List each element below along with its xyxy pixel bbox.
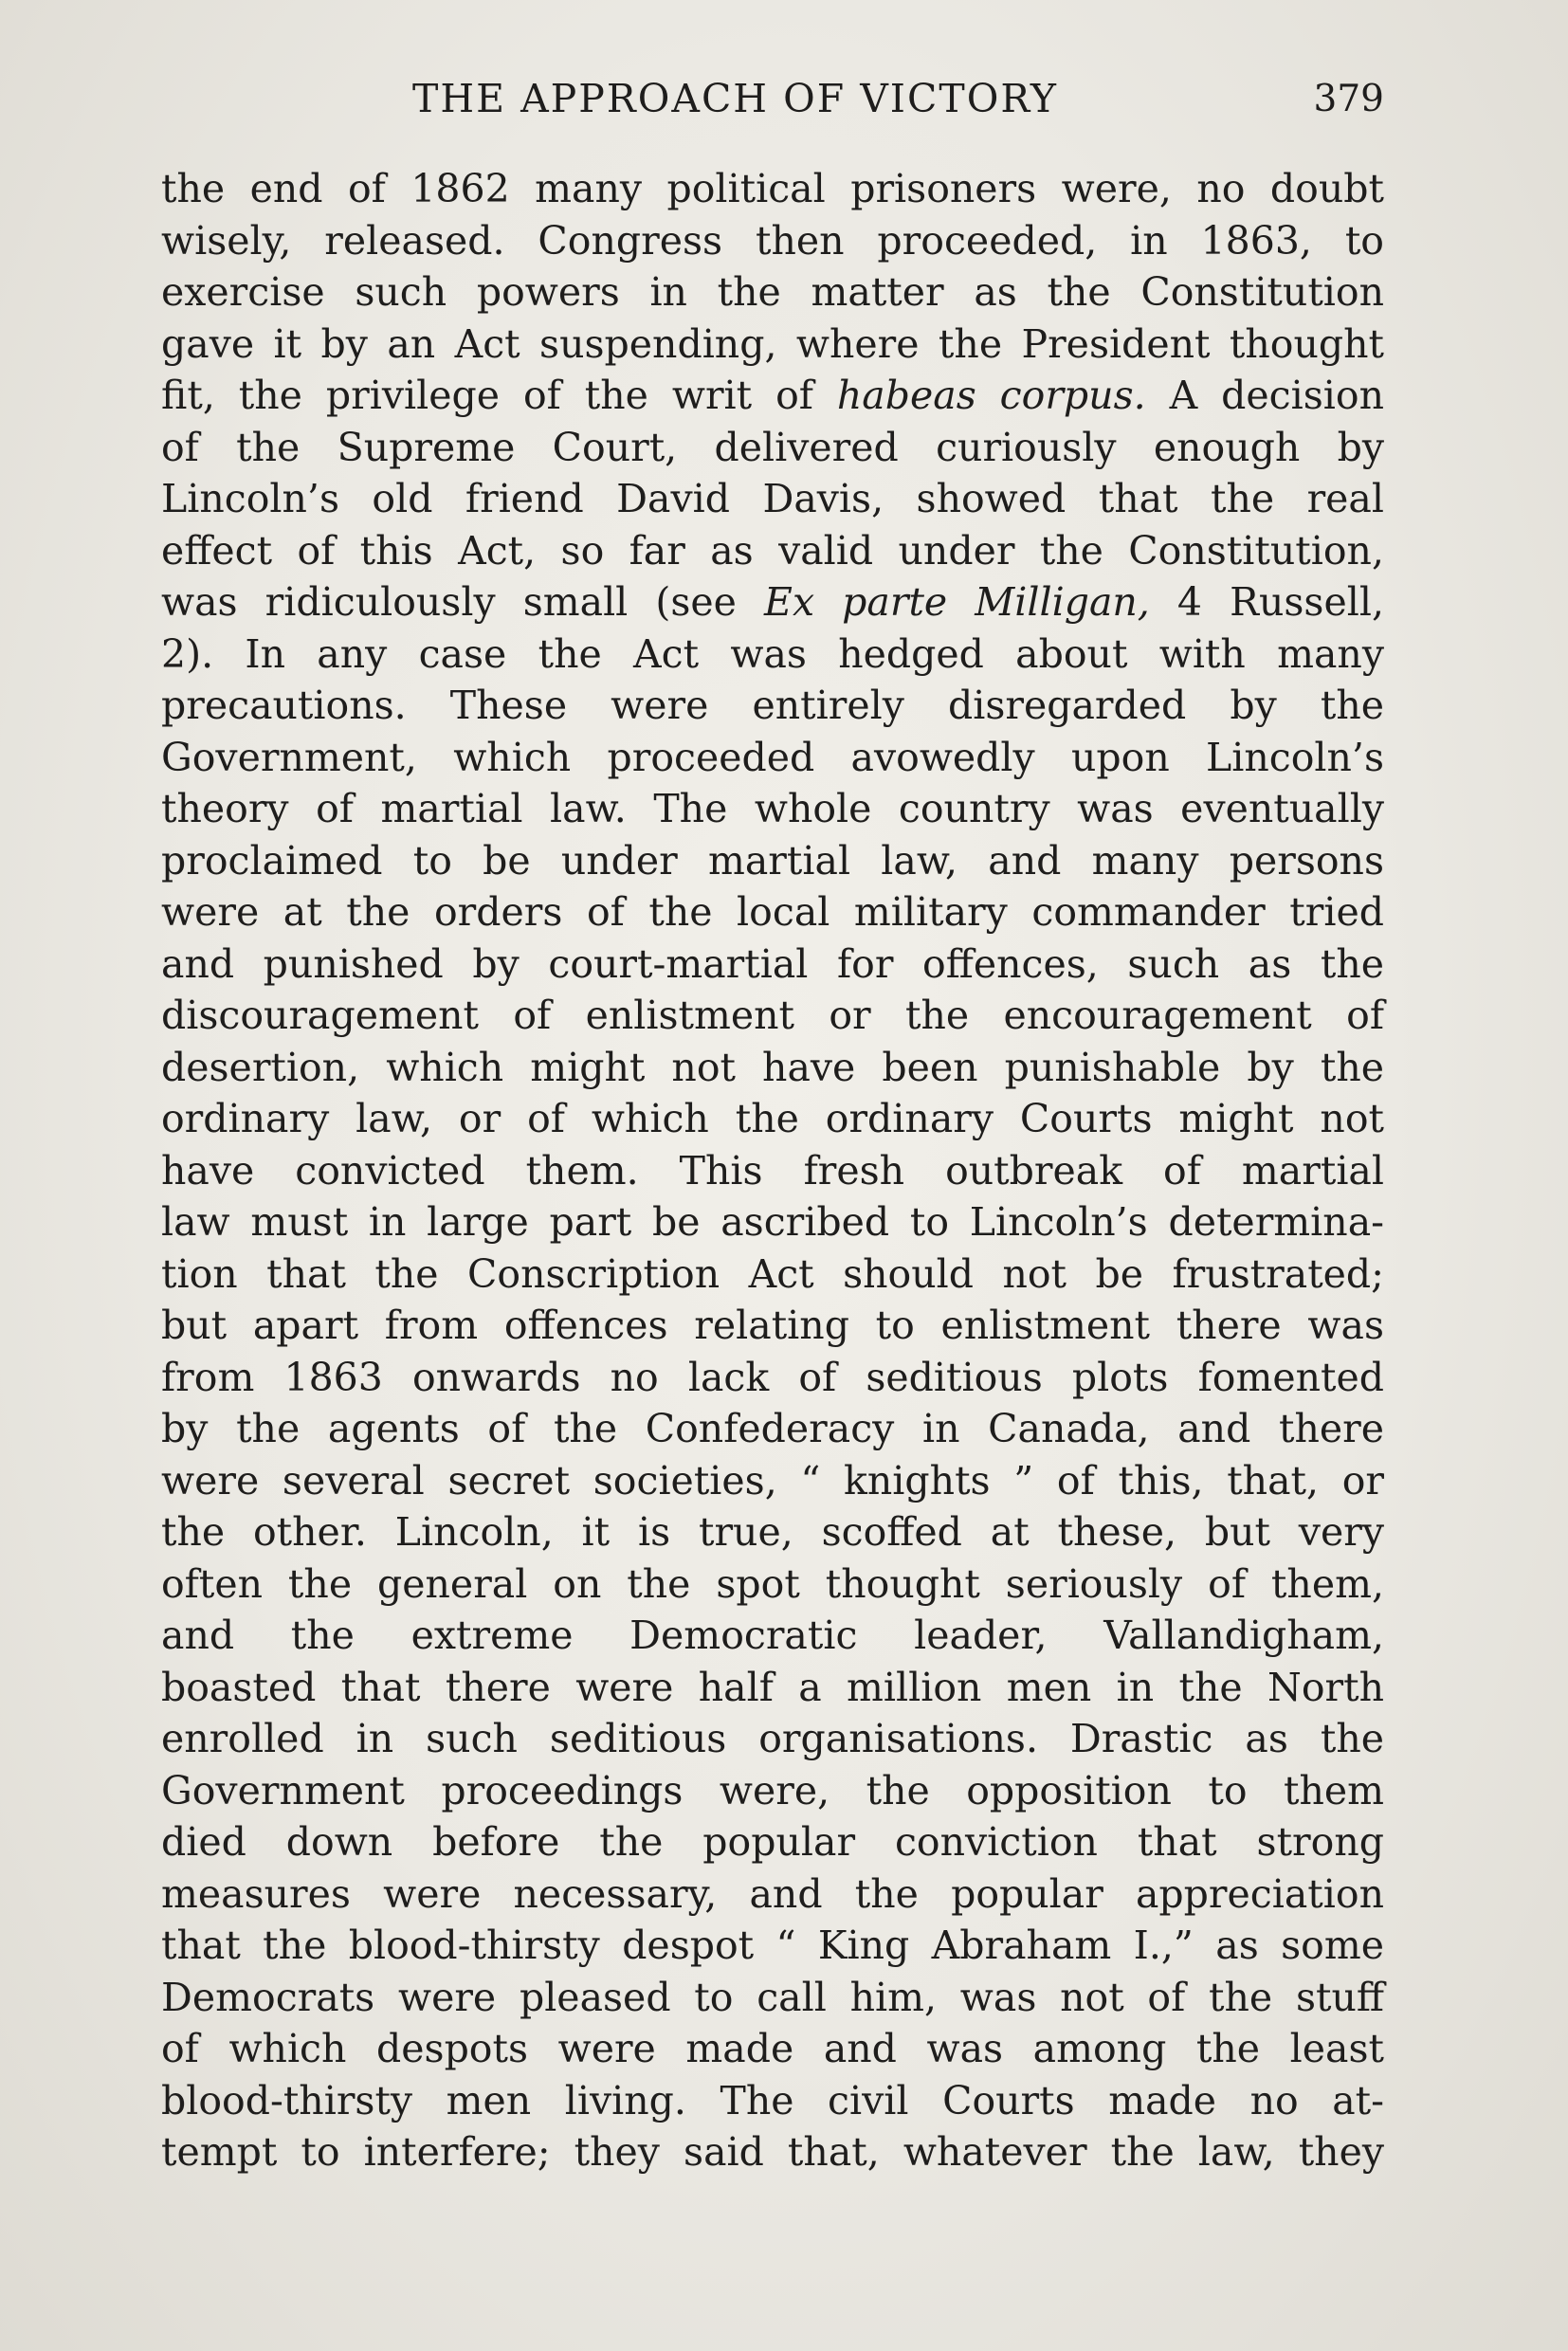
text-line: enrolled in such seditious organisations. Drastic as the [161,1716,1384,1761]
text-line: tempt to interfere; they said that, whatever the law, they [161,2129,1384,2175]
text-line: Democrats were pleased to call him, was not of the stuff [161,1974,1384,2020]
text-segment: A decision [1145,373,1384,418]
text-line: Government proceedings were, the opposition to them [161,1767,1384,1813]
text-segment: fit, the privilege of the writ of [161,373,837,418]
text-line: proclaimed to be under martial law, and many persons [161,837,1384,884]
running-head [161,76,1384,137]
text-line: Lincoln’s old friend David Davis, showed that the real [161,476,1384,521]
italic-text: habeas corpus. [836,373,1146,418]
text-line: have convicted them. This fresh outbreak of martial [161,1147,1384,1194]
text-segment: was ridiculously small (see [161,579,765,625]
text-line: tion that the Conscription Act should not be frustrated; [161,1250,1384,1297]
text-line: effect of this Act, so far as valid under the Constitution, [161,527,1384,574]
text-line: by the agents of the Confederacy in Canada, and there [161,1406,1384,1451]
text-line: that the blood-thirsty despot “ King Abraham I.,” as some [161,1923,1384,1968]
text-line: died down before the popular conviction that strong [161,1819,1384,1865]
text-line: Government, which proceeded avowedly upon Lincoln’s [161,734,1384,780]
text-line: and the extreme Democratic leader, Vallandigham, [161,1613,1384,1658]
text-line: were several secret societies, “ knights ” of this, that, or [161,1457,1384,1504]
running-title: THE APPROACH OF VICTORY [412,76,1058,121]
text-line: from 1863 onwards no lack of seditious plots fomented [161,1354,1384,1400]
text-line [161,370,1384,422]
text-line: and punished by court-martial for offences, such as the [161,940,1384,987]
text-line: measures were necessary, and the popular appreciation [161,1870,1384,1917]
page-number: 379 [1313,78,1384,120]
italic-text: Ex parte Milligan, [764,579,1150,625]
text-line: discouragement of enlistment or the encouragement of [161,993,1384,1038]
text-line: of the Supreme Court, delivered curiously enough by [161,424,1384,470]
text-line: 2). In any case the Act was hedged about with many [161,630,1384,677]
text-line: were at the orders of the local military commander tried [161,889,1384,935]
text-line: often the general on the spot thought seriously of them, [161,1560,1384,1607]
text-line: of which despots were made and was among the least [161,2026,1384,2071]
text-line: boasted that there were half a million men in the North [161,1664,1384,1710]
text-line: desertion, which might not have been punishable by the [161,1044,1384,1090]
text-segment: 4 Russell, [1149,579,1384,625]
text-line: the end of 1862 many political prisoners were, no doubt [161,166,1384,211]
text-line: wisely, released. Congress then proceeded, in 1863, to [161,217,1384,264]
text-line: blood-thirsty men living. The civil Courts made no at- [161,2077,1384,2123]
text-line: theory of martial law. The whole country was eventually [161,786,1384,831]
text-line: the other. Lincoln, it is true, scoffed at these, but very [161,1509,1384,1555]
text-line: law must in large part be ascribed to Lincoln’s determina- [161,1199,1384,1245]
text-line: precautions. These were entirely disregarded by the [161,683,1384,728]
body-text [161,163,1384,2178]
text-line: but apart from offences relating to enlistment there was [161,1303,1384,1348]
text-line: ordinary law, or of which the ordinary Courts might not [161,1096,1384,1141]
text-line: gave it by an Act suspending, where the President thought [161,320,1384,367]
text-line [161,576,1384,629]
text-line: exercise such powers in the matter as the Constitution [161,269,1384,315]
